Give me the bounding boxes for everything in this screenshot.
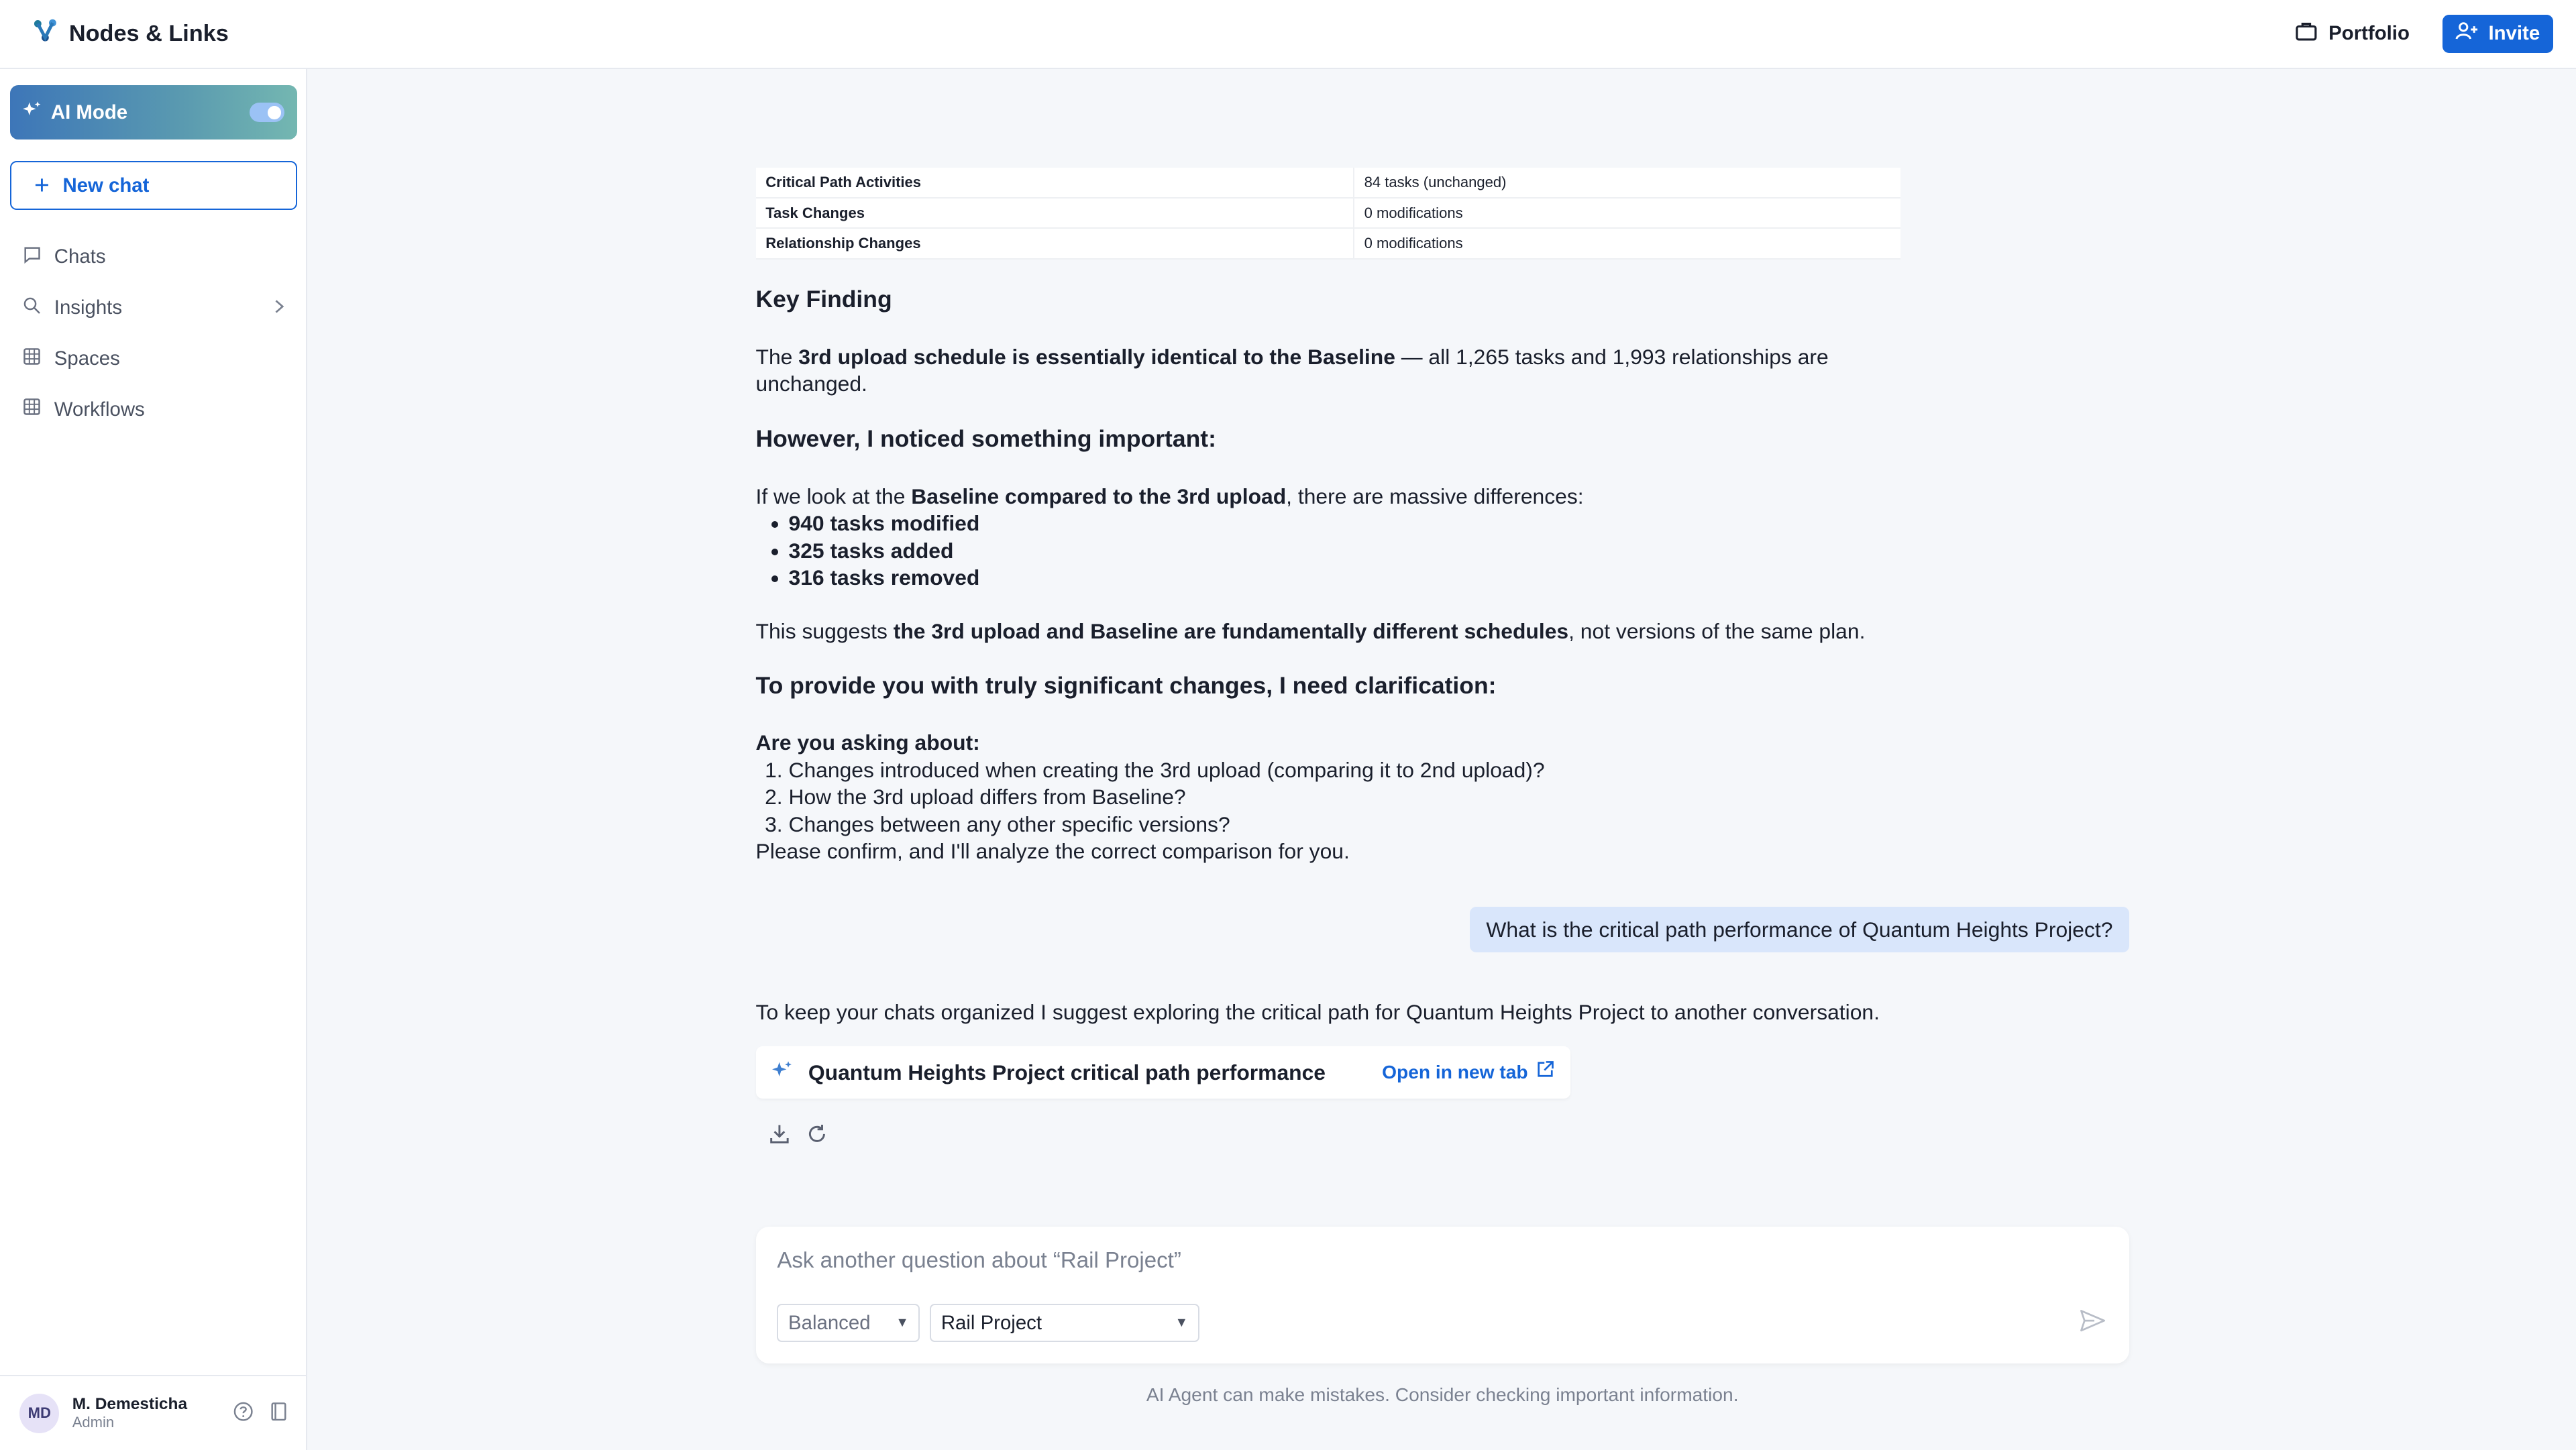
sparkle-icon [23, 101, 41, 124]
caret-down-icon: ▼ [896, 1315, 909, 1331]
sidebar-item-label: Spaces [54, 347, 120, 370]
mode-select[interactable] [777, 1304, 920, 1341]
key-finding-heading: Key Finding [755, 286, 892, 313]
project-select-value: Rail Project [941, 1311, 1042, 1334]
invite-button[interactable] [2443, 15, 2553, 52]
ai-mode-switch[interactable] [250, 103, 284, 122]
help-icon[interactable] [233, 1398, 253, 1428]
book-icon[interactable] [270, 1398, 288, 1428]
chat-main [309, 69, 2576, 1450]
send-icon[interactable] [2080, 1309, 2106, 1339]
user-role: Admin [72, 1414, 115, 1431]
app-title: Nodes & Links [68, 20, 229, 46]
sidebar-item-label: Chats [54, 245, 106, 268]
project-select[interactable] [930, 1304, 1199, 1341]
sidebar-item-chats[interactable] [0, 231, 307, 282]
comparison-table [756, 168, 1901, 260]
portfolio-label: Portfolio [2328, 22, 2410, 45]
logo-icon [33, 19, 58, 48]
new-chat-label: New chat [62, 174, 150, 197]
text-bold: the 3rd upload and Baseline are fundamentally different schedules [893, 618, 1569, 643]
confirm-text: Please confirm, and I'll analyze the correct comparison for you. [755, 838, 1350, 863]
suggested-chat-card[interactable] [756, 1046, 1571, 1099]
message-actions [769, 1123, 828, 1151]
open-tab-label: Open in new tab [1382, 1061, 1528, 1082]
suggested-chat-title: Quantum Heights Project critical path performance [808, 1060, 1326, 1084]
disclaimer: AI Agent can make mistakes. Consider checking important information. [1146, 1384, 1739, 1406]
text-segment: If we look at the [755, 484, 912, 508]
user-name: M. Demesticha [72, 1395, 188, 1414]
list-item: 1. Changes introduced when creating the 3rd upload (comparing it to 2nd upload)? [789, 757, 2129, 783]
open-in-new-tab-link[interactable] [1382, 1059, 1554, 1086]
composer [756, 1227, 2129, 1363]
table-cell-value: 0 modifications [1354, 228, 1901, 258]
sidebar-nav [0, 231, 307, 435]
text-segment: , there are massive differences: [1286, 484, 1584, 508]
plus-icon: + [34, 171, 50, 201]
differences-list [789, 510, 2129, 591]
chat-icon [23, 245, 41, 269]
external-link-icon [1536, 1059, 1554, 1086]
ai-mode-label: AI Mode [50, 101, 128, 123]
mode-select-value: Balanced [788, 1311, 871, 1334]
list-item: • 325 tasks added [789, 537, 2129, 564]
table-cell-label: Critical Path Activities [756, 168, 1354, 198]
invite-label: Invite [2488, 22, 2540, 45]
avatar[interactable]: MD [19, 1394, 59, 1433]
text-segment: — all 1,265 tasks and 1,993 relationships are unchanged. [755, 344, 1829, 396]
sidebar-item-label: Insights [54, 296, 123, 319]
table-cell-label: Task Changes [756, 198, 1354, 228]
sidebar-item-spaces[interactable] [0, 333, 307, 384]
key-finding-text [756, 343, 1906, 398]
grid-icon [23, 347, 41, 371]
ai-mode-toggle[interactable] [10, 85, 298, 140]
new-chat-button[interactable] [10, 161, 298, 210]
caret-down-icon: ▼ [1175, 1315, 1189, 1331]
list-item: 2. How the 3rd upload differs from Baseline? [789, 783, 2129, 810]
top-bar [0, 0, 2576, 69]
asking-label [756, 729, 2129, 756]
sidebar-item-insights[interactable] [0, 282, 307, 333]
sidebar [0, 69, 307, 1450]
list-item: • 316 tasks removed [789, 564, 2129, 591]
user-message-bubble: What is the critical path performance of Quantum Heights Project? [1470, 907, 2129, 953]
table-row [756, 198, 1901, 228]
text-segment: , not versions of the same plan. [1568, 618, 1866, 643]
text-segment: This suggests [755, 618, 894, 643]
briefcase-icon [2296, 21, 2317, 46]
sidebar-item-label: Workflows [54, 398, 145, 421]
text-bold: 3rd upload schedule is essentially identical to the Baseline [798, 344, 1395, 369]
sparkle-icon [772, 1059, 792, 1086]
differences-block [756, 483, 2129, 592]
question-input[interactable]: Ask another question about “Rail Project” [777, 1248, 1181, 1274]
differences-intro [756, 483, 2129, 510]
however-heading: However, I noticed something important: [755, 425, 1216, 453]
text-bold: Baseline compared to the 3rd upload [911, 484, 1287, 508]
options-list [789, 757, 2129, 838]
table-row [756, 168, 1901, 198]
refresh-icon[interactable] [806, 1123, 828, 1151]
table-row [756, 228, 1901, 258]
search-icon [23, 296, 41, 320]
add-user-icon [2455, 22, 2478, 46]
table-cell-label: Relationship Changes [756, 228, 1354, 258]
sidebar-item-workflows[interactable] [0, 384, 307, 435]
table-cell-value: 84 tasks (unchanged) [1354, 168, 1901, 198]
list-item: • 940 tasks modified [789, 510, 2129, 537]
suggests-text [756, 618, 2129, 645]
clarify-heading: To provide you with truly significant changes, I need clarification: [755, 671, 1497, 699]
assistant-reply-text: To keep your chats organized I suggest exploring the critical path for Quantum Heights Project to another conversation. [755, 999, 1880, 1024]
portfolio-button[interactable] [2296, 21, 2410, 46]
user-panel [0, 1375, 307, 1450]
grid-icon [23, 398, 41, 421]
table-cell-value: 0 modifications [1354, 198, 1901, 228]
download-icon[interactable] [769, 1123, 790, 1151]
list-item: 3. Changes between any other specific versions? [789, 811, 2129, 838]
brand[interactable] [33, 19, 229, 48]
chevron-right-icon [274, 298, 284, 319]
clarify-block [756, 729, 2129, 865]
text-segment: The [755, 344, 799, 369]
text-bold: Are you asking about: [755, 730, 980, 755]
